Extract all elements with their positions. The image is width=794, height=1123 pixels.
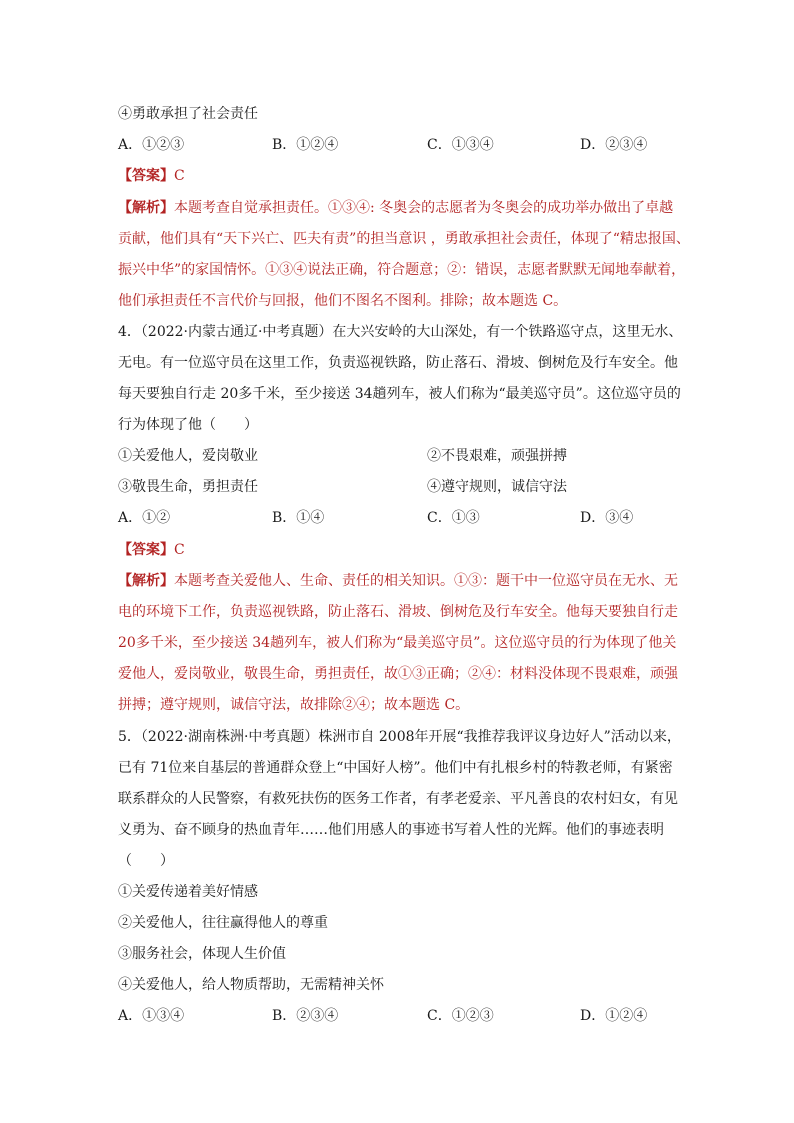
q3-answer	[118, 166, 185, 186]
q3-analysis-line-1	[118, 198, 673, 218]
answer-label: 【答案】	[118, 168, 174, 184]
q3-option-b: B．①②④	[272, 137, 339, 153]
q3-option-a: A．①②③	[118, 137, 185, 153]
q4-stem-line-1: 4．（2022·内蒙古通辽·中考真题）在大兴安岭的大山深处，有一个铁路巡守点，这里无水、	[118, 324, 683, 340]
q5-option-c: C．①②③	[427, 1008, 494, 1024]
q5-stem-line-2: 已有 71位来自基层的普通群众登上“中国好人榜”。他们中有扎根乡村的特教老师，有紧密	[118, 760, 673, 776]
q4-analysis-line-3: 20多千米，至少接送 34趟列车，被人们称为“最美巡守员”。这位巡守员的行为体现了他关	[118, 635, 677, 651]
q4-option-d: D．③④	[580, 510, 634, 526]
q4-option-a: A．①②	[118, 510, 171, 526]
q4-option-b: B．①④	[272, 510, 325, 526]
q5-option-a: A．①③④	[118, 1008, 185, 1024]
q3-analysis-line-4: 他们承担责任不言代价与回报，他们不图名不图利。排除；故本题选 C。	[118, 293, 568, 309]
q5-item-4: ④关爱他人，给人物质帮助，无需精神关怀	[118, 977, 384, 993]
answer-value: C	[174, 168, 185, 184]
q5-stem-line-5: （ ）	[118, 853, 174, 869]
q4-answer	[118, 540, 185, 560]
q4-stem-line-3: 每天要独自行走 20多千米，至少接送 34趟列车，被人们称为“最美巡守员”。这位巡守员的	[118, 386, 681, 402]
answer-label: 【答案】	[118, 542, 174, 558]
q4-stem-line-4: 行为体现了他（ ）	[118, 417, 258, 433]
q4-analysis-line-5: 拼搏；遵守规则，诚信守法，故排除②④；故本题选 C。	[118, 697, 470, 713]
q4-item-4: ④遵守规则，诚信守法	[427, 479, 567, 495]
q5-option-b: B．②③④	[272, 1008, 339, 1024]
answer-value: C	[174, 542, 185, 558]
q5-stem-line-1: 5．（2022·湖南株洲·中考真题）株洲市自 2008年开展“我推荐我评议身边好人”活动以来，	[118, 729, 681, 745]
q5-item-3: ③服务社会，体现人生价值	[118, 946, 286, 962]
q4-item-2: ②不畏艰难，顽强拼搏	[427, 448, 567, 464]
q3-item-4: ④勇敢承担了社会责任	[118, 106, 258, 122]
q3-analysis-line-3: 振兴中华”的家国情怀。①③④说法正确，符合题意；②：错误，志愿者默默无闻地奉献着，	[118, 262, 686, 278]
analysis-label: 【解析】	[118, 573, 174, 589]
q4-stem-line-2: 无电。有一位巡守员在这里工作，负责巡视铁路，防止落石、滑坡、倒树危及行车安全。他	[118, 355, 678, 371]
analysis-text: 本题考查关爱他人、生命、责任的相关知识。①③：题干中一位巡守员在无水、无	[174, 573, 678, 589]
q4-item-3: ③敬畏生命，勇担责任	[118, 479, 258, 495]
q4-analysis-line-1	[118, 571, 678, 591]
q4-item-1: ①关爱他人，爱岗敬业	[118, 448, 258, 464]
analysis-text: 本题考查自觉承担责任。①③④: 冬奥会的志愿者为冬奥会的成功举办做出了卓越	[174, 200, 674, 216]
q3-analysis-line-2: 贡献，他们具有“天下兴亡、匹夫有责”的担当意识 ，勇敢承担社会责任，体现了“精忠报国、	[118, 231, 690, 247]
q5-stem-line-3: 联系群众的人民警察，有救死扶伤的医务工作者，有孝老爱亲、平凡善良的农村妇女，有见	[118, 791, 678, 807]
q5-item-2: ②关爱他人，往往赢得他人的尊重	[118, 915, 328, 931]
q3-option-d: D．②③④	[580, 137, 648, 153]
q4-analysis-line-4: 爱他人，爱岗敬业，敬畏生命，勇担责任，故①③正确；②④：材料没体现不畏艰难，顽强	[118, 666, 678, 682]
q3-option-c: C．①③④	[427, 137, 494, 153]
q5-stem-line-4: 义勇为、奋不顾身的热血青年……他们用感人的事迹书写着人性的光辉。他们的事迹表明	[118, 822, 664, 838]
q5-option-d: D．①②④	[580, 1008, 648, 1024]
q5-item-1: ①关爱传递着美好情感	[118, 884, 258, 900]
q4-option-c: C．①③	[427, 510, 480, 526]
analysis-label: 【解析】	[118, 200, 174, 216]
q4-analysis-line-2: 电的环境下工作，负责巡视铁路，防止落石、滑坡、倒树危及行车安全。他每天要独自行走	[118, 604, 678, 620]
